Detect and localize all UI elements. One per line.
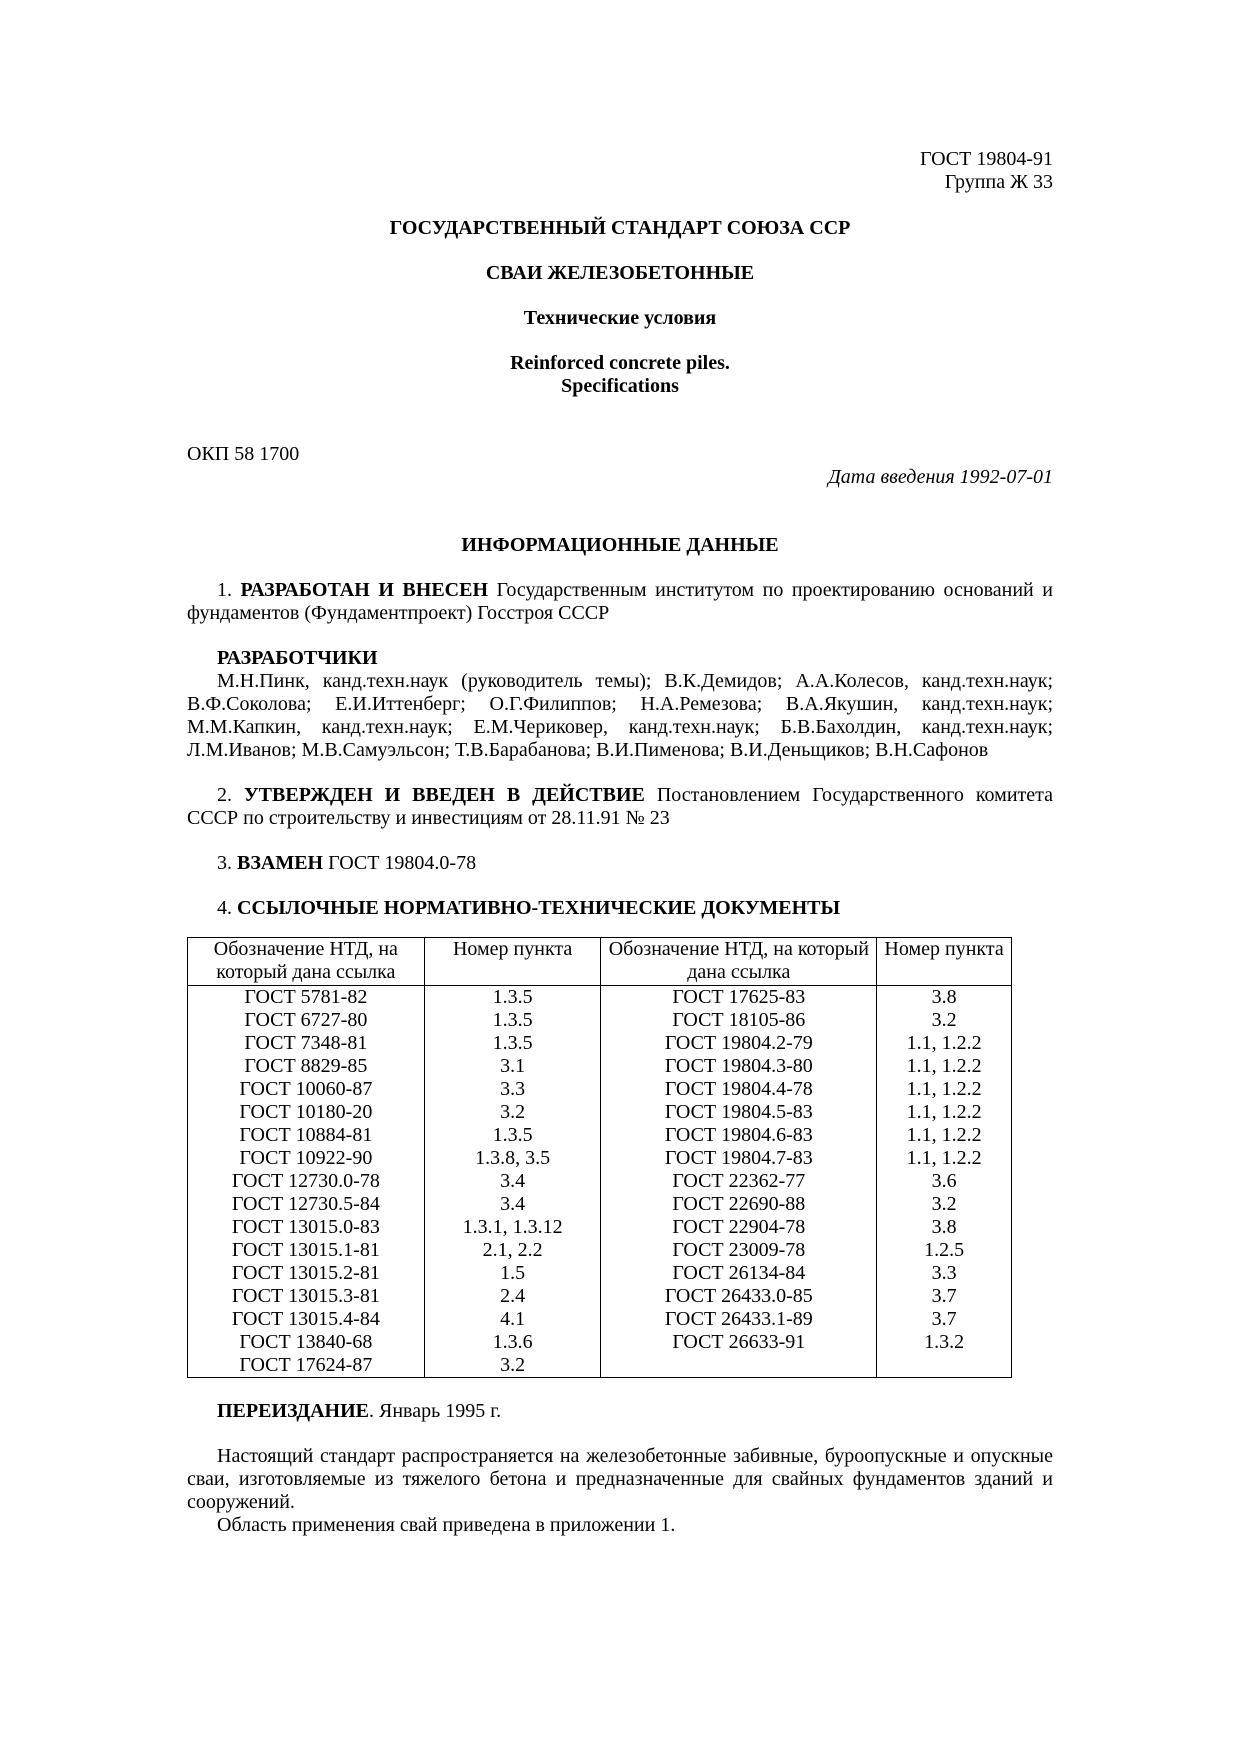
table-row [188, 1262, 1012, 1285]
document-header [187, 148, 1053, 194]
item-1-number: 1. [217, 579, 241, 601]
col-header-clause-1: Номер пункта [424, 938, 601, 986]
table-body [188, 986, 1012, 1378]
item-1 [187, 579, 1053, 625]
item-4-number: 4. [217, 897, 237, 919]
table-row [188, 1354, 1012, 1378]
cell-clause-2: 3.2 [877, 1009, 1012, 1032]
cell-clause-2: 1.3.2 [877, 1331, 1012, 1354]
cell-designation-2: ГОСТ 23009-78 [601, 1239, 877, 1262]
cell-designation-2: ГОСТ 17625-83 [601, 986, 877, 1010]
english-title-line-1: Reinforced concrete piles. [510, 352, 730, 374]
table-row [188, 1285, 1012, 1308]
item-3-text: ГОСТ 19804.0-78 [323, 852, 477, 874]
cell-clause-2: 3.7 [877, 1308, 1012, 1331]
cell-designation-1: ГОСТ 6727-80 [188, 1009, 425, 1032]
item-4 [187, 897, 1053, 920]
cell-designation-2: ГОСТ 22362-77 [601, 1170, 877, 1193]
cell-designation-1: ГОСТ 13015.4-84 [188, 1308, 425, 1331]
cell-clause-1: 2.4 [424, 1285, 601, 1308]
scope-appendix-note: Область применения свай приведена в приложении 1. [217, 1514, 676, 1536]
cell-clause-2: 1.2.5 [877, 1239, 1012, 1262]
standard-code: ГОСТ 19804-91 [920, 148, 1053, 170]
item-4-bold: ССЫЛОЧНЫЕ НОРМАТИВНО-ТЕХНИЧЕСКИЕ ДОКУМЕНТЫ [237, 897, 841, 919]
cell-designation-1: ГОСТ 13015.2-81 [188, 1262, 425, 1285]
reissue-note [187, 1400, 1053, 1423]
cell-clause-2: 1.1, 1.2.2 [877, 1055, 1012, 1078]
cell-clause-2: 3.8 [877, 986, 1012, 1010]
cell-designation-2: ГОСТ 19804.4-78 [601, 1078, 877, 1101]
table-row [188, 1009, 1012, 1032]
item-1-bold: РАЗРАБОТАН И ВНЕСЕН [240, 579, 489, 601]
cell-clause-1: 3.4 [424, 1170, 601, 1193]
cell-designation-1: ГОСТ 13015.1-81 [188, 1239, 425, 1262]
reference-documents-table [187, 937, 1012, 1378]
cell-designation-1: ГОСТ 5781-82 [188, 986, 425, 1010]
table-row [188, 1032, 1012, 1055]
cell-designation-2: ГОСТ 19804.2-79 [601, 1032, 877, 1055]
table-row [188, 986, 1012, 1010]
table-header-row [188, 938, 1012, 986]
cell-designation-1: ГОСТ 10922-90 [188, 1147, 425, 1170]
cell-clause-2: 3.7 [877, 1285, 1012, 1308]
table-row [188, 1239, 1012, 1262]
cell-clause-1: 3.2 [424, 1101, 601, 1124]
document-subtitle: Технические условия [523, 307, 717, 329]
cell-designation-2: ГОСТ 19804.5-83 [601, 1101, 877, 1124]
col-header-designation-2: Обозначение НТД, на который дана ссылка [601, 938, 877, 986]
cell-clause-2: 1.1, 1.2.2 [877, 1124, 1012, 1147]
item-1-text: Государственным институтом по проектированию оснований и фундаментов (Фундаментпроект) Госстроя СССР [187, 579, 1054, 624]
cell-designation-2: ГОСТ 22690-88 [601, 1193, 877, 1216]
cell-designation-1: ГОСТ 10180-20 [188, 1101, 425, 1124]
developers-heading: РАЗРАБОТЧИКИ [217, 647, 378, 669]
cell-designation-2: ГОСТ 19804.6-83 [601, 1124, 877, 1147]
standard-group: Группа Ж 33 [944, 171, 1053, 193]
col-header-designation-1: Обозначение НТД, на который дана ссылка [188, 938, 425, 986]
info-heading: ИНФОРМАЦИОННЫЕ ДАННЫЕ [461, 534, 779, 556]
cell-designation-1: ГОСТ 10884-81 [188, 1124, 425, 1147]
cell-clause-1: 3.3 [424, 1078, 601, 1101]
document-title: СВАИ ЖЕЛЕЗОБЕТОННЫЕ [485, 262, 755, 284]
cell-designation-1: ГОСТ 7348-81 [188, 1032, 425, 1055]
cell-designation-1: ГОСТ 12730.0-78 [188, 1170, 425, 1193]
cell-clause-2: 3.3 [877, 1262, 1012, 1285]
item-3-bold: ВЗАМЕН [237, 852, 324, 874]
cell-designation-1: ГОСТ 10060-87 [188, 1078, 425, 1101]
cell-clause-2: 3.2 [877, 1193, 1012, 1216]
cell-clause-1: 1.3.6 [424, 1331, 601, 1354]
cell-clause-1: 3.1 [424, 1055, 601, 1078]
cell-clause-1: 1.3.1, 1.3.12 [424, 1216, 601, 1239]
table-row [188, 1124, 1012, 1147]
cell-designation-2: ГОСТ 26134-84 [601, 1262, 877, 1285]
cell-designation-2: ГОСТ 18105-86 [601, 1009, 877, 1032]
cell-clause-2: 1.1, 1.2.2 [877, 1032, 1012, 1055]
table-row [188, 1078, 1012, 1101]
table-row [188, 1308, 1012, 1331]
cell-designation-2: ГОСТ 19804.3-80 [601, 1055, 877, 1078]
cell-designation-1: ГОСТ 13015.0-83 [188, 1216, 425, 1239]
cell-designation-2: ГОСТ 26433.0-85 [601, 1285, 877, 1308]
cell-clause-2: 1.1, 1.2.2 [877, 1101, 1012, 1124]
col-header-clause-2: Номер пункта [877, 938, 1012, 986]
cell-clause-2: 1.1, 1.2.2 [877, 1147, 1012, 1170]
reissue-text: . Январь 1995 г. [369, 1400, 502, 1422]
cell-designation-1: ГОСТ 13015.3-81 [188, 1285, 425, 1308]
cell-clause-1: 1.3.5 [424, 1032, 601, 1055]
english-title-line-2: Specifications [561, 375, 679, 397]
reissue-bold: ПЕРЕИЗДАНИЕ [217, 1400, 370, 1422]
english-title [187, 352, 1053, 398]
cell-clause-2: 3.6 [877, 1170, 1012, 1193]
table-row [188, 1170, 1012, 1193]
developers-list: М.Н.Пинк, канд.техн.наук (руководитель темы); В.К.Демидов; А.А.Колесов, канд.техн.наук; В.Ф.Соколова; Е.И.Иттенберг; О.Г.Филиппов; Н.А.Ремезова; В.А.Якушин, канд.техн.наук; М.М.Капкин, канд.техн.наук; Е.М.Чериковер, канд.техн.наук; Б.В.Бахолдин, канд.техн.наук; Л.М.Иванов; М.В.Самуэльсон; Т.В.Барабанова; В.И.Пименова; В.И.Деньщиков; В.Н.Сафонов [187, 670, 1053, 761]
table-row [188, 1216, 1012, 1239]
cell-clause-1: 3.4 [424, 1193, 601, 1216]
table-row [188, 1055, 1012, 1078]
cell-clause-1: 1.3.8, 3.5 [424, 1147, 601, 1170]
cell-clause-1: 1.3.5 [424, 1124, 601, 1147]
item-2-number: 2. [217, 784, 244, 806]
cell-designation-1: ГОСТ 13840-68 [188, 1331, 425, 1354]
cell-designation-1: ГОСТ 8829-85 [188, 1055, 425, 1078]
cell-clause-1: 1.3.5 [424, 986, 601, 1010]
cell-designation-2: ГОСТ 26433.1-89 [601, 1308, 877, 1331]
scope-paragraph: Настоящий стандарт распространяется на железобетонные забивные, буроопускные и опускные сваи, изготовляемые из тяжелого бетона и предназначенные для свайных фундаментов зданий и сооружений. [187, 1445, 1053, 1513]
introduction-date: Дата введения 1992-07-01 [828, 466, 1053, 488]
cell-designation-2: ГОСТ 26633-91 [601, 1331, 877, 1354]
cell-designation-2: ГОСТ 19804.7-83 [601, 1147, 877, 1170]
table-row [188, 1193, 1012, 1216]
state-standard-title: ГОСУДАРСТВЕННЫЙ СТАНДАРТ СОЮЗА ССР [389, 217, 851, 239]
cell-designation-2: ГОСТ 22904-78 [601, 1216, 877, 1239]
cell-clause-1: 4.1 [424, 1308, 601, 1331]
table-row [188, 1147, 1012, 1170]
cell-designation-1: ГОСТ 12730.5-84 [188, 1193, 425, 1216]
cell-clause-2 [877, 1354, 1012, 1378]
document-page [187, 148, 1053, 1537]
cell-clause-1: 3.2 [424, 1354, 601, 1378]
item-3 [187, 852, 1053, 875]
cell-designation-2 [601, 1354, 877, 1378]
cell-designation-1: ГОСТ 17624-87 [188, 1354, 425, 1378]
okp-code: ОКП 58 1700 [187, 443, 300, 465]
item-2 [187, 784, 1053, 830]
item-2-bold: УТВЕРЖДЕН И ВВЕДЕН В ДЕЙСТВИЕ [244, 784, 645, 806]
cell-clause-1: 1.3.5 [424, 1009, 601, 1032]
cell-clause-2: 3.8 [877, 1216, 1012, 1239]
item-3-number: 3. [217, 852, 237, 874]
item-2-text: Постановлением Государственного комитета СССР по строительству и инвестициям от 28.11.91 № 23 [187, 784, 1053, 829]
cell-clause-1: 2.1, 2.2 [424, 1239, 601, 1262]
table-row [188, 1101, 1012, 1124]
cell-clause-2: 1.1, 1.2.2 [877, 1078, 1012, 1101]
cell-clause-1: 1.5 [424, 1262, 601, 1285]
table-row [188, 1331, 1012, 1354]
